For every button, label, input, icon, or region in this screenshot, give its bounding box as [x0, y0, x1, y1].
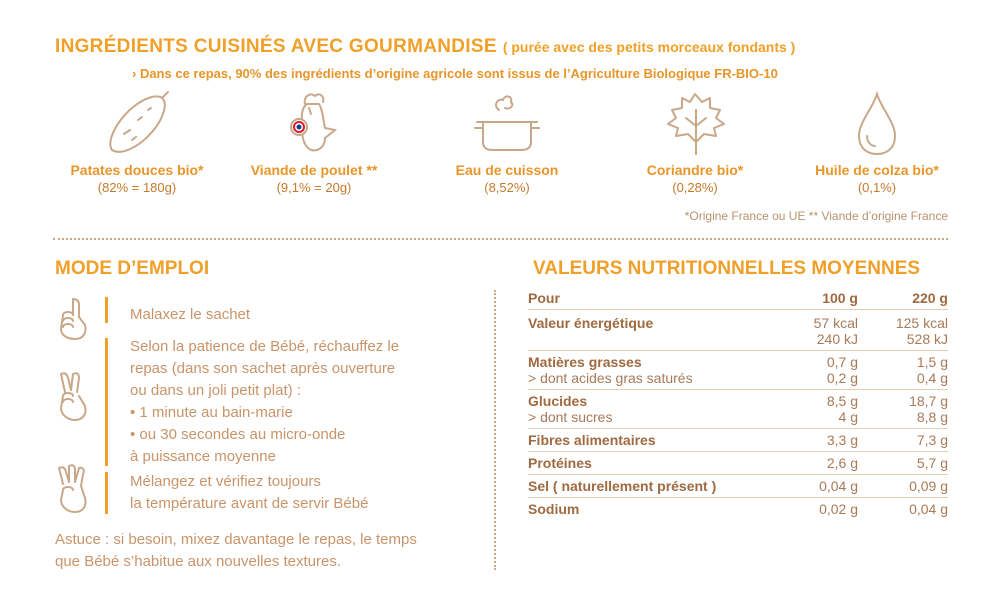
- row-value-100g: 8,5 g: [826, 393, 858, 409]
- step-line: la température avant de servir Bébé: [130, 495, 369, 512]
- step-text: [130, 471, 368, 515]
- table-row: [528, 409, 948, 429]
- step-text: [130, 304, 250, 326]
- ingredient-item: [412, 88, 602, 195]
- ingredient-percent: (0,1%): [857, 180, 897, 195]
- row-value-100g: 240 kJ: [768, 331, 858, 351]
- step-bar: [105, 338, 108, 466]
- row-value-220g: 1,5 g: [916, 354, 948, 370]
- oil-drop-icon: [782, 88, 972, 160]
- step-line: Selon la patience de Bébé, réchauffez le: [130, 338, 400, 355]
- cooking-pot-icon: [412, 88, 602, 160]
- table-row: [528, 390, 948, 410]
- one-finger-hand-icon: [55, 295, 91, 346]
- row-value-100g: 0,2 g: [768, 370, 858, 390]
- coriander-leaf-icon: [600, 88, 790, 160]
- step-line: • 1 minute au bain-marie: [130, 404, 293, 421]
- header-label: Pour: [528, 290, 768, 310]
- origin-note: *Origine France ou UE ** Viande d’origine France: [684, 209, 948, 223]
- table-row: [528, 498, 948, 521]
- table-row: [528, 475, 948, 498]
- step-bar: [105, 297, 108, 323]
- row-value-220g: 8,8 g: [858, 409, 948, 429]
- title-subtitle: ( purée avec des petits morceaux fondants ): [502, 39, 796, 55]
- table-row: [528, 351, 948, 371]
- step-text: [130, 336, 399, 468]
- step-line: ou dans un joli petit plat) :: [130, 382, 301, 399]
- row-label: [528, 331, 768, 351]
- ingredient-item: [42, 88, 232, 195]
- dotted-divider: [53, 238, 948, 240]
- tip-text: [55, 529, 417, 573]
- row-value-220g: 7,3 g: [858, 429, 948, 452]
- step-line: repas (dans son sachet après ouverture: [130, 360, 396, 377]
- row-label: Valeur énergétique: [528, 315, 654, 331]
- table-header-row: [528, 290, 948, 310]
- table-row: [528, 429, 948, 452]
- step-line: Mélangez et vérifiez toujours: [130, 473, 321, 490]
- row-value-100g: 0,7 g: [826, 354, 858, 370]
- row-value-100g: 0,04 g: [768, 475, 858, 498]
- two-fingers-hand-icon: [55, 370, 91, 427]
- ingredient-name: Viande de poulet **: [250, 162, 378, 178]
- ingredients-title: [55, 36, 795, 58]
- step-line: • ou 30 secondes au micro-onde: [130, 426, 346, 443]
- row-value-100g: 4 g: [768, 409, 858, 429]
- step-line: Malaxez le sachet: [130, 306, 251, 323]
- tip-line: que Bébé s’habitue aux nouvelles textures.: [55, 553, 342, 570]
- row-label: Protéines: [528, 452, 768, 475]
- row-label: Sel ( naturellement présent ): [528, 475, 768, 498]
- table-row: [528, 331, 948, 351]
- ingredient-name: Huile de colza bio*: [815, 162, 939, 178]
- ingredient-percent: (9,1% = 20g): [276, 180, 352, 195]
- ingredient-name: Patates douces bio*: [70, 162, 204, 178]
- row-value-100g: 57 kcal: [813, 315, 858, 331]
- row-value-220g: 125 kcal: [895, 315, 948, 331]
- nutrition-table: [528, 290, 948, 520]
- row-label: Glucides: [528, 393, 588, 409]
- row-value-220g: 0,4 g: [858, 370, 948, 390]
- ingredient-item: [219, 88, 409, 195]
- ingredient-item: [600, 88, 790, 195]
- header-col-220g: 220 g: [858, 290, 948, 310]
- row-value-100g: 3,3 g: [768, 429, 858, 452]
- row-label: Sodium: [528, 501, 580, 517]
- row-value-220g: 5,7 g: [858, 452, 948, 475]
- row-label: Fibres alimentaires: [528, 429, 768, 452]
- title-text: INGRÉDIENTS CUISINÉS AVEC GOURMANDISE: [55, 36, 497, 57]
- ingredient-name: Eau de cuisson: [455, 162, 559, 178]
- table-row: [528, 370, 948, 390]
- vertical-dotted-divider: [494, 290, 496, 570]
- ingredients-list: [40, 88, 970, 208]
- header-col-100g: 100 g: [768, 290, 858, 310]
- organic-note: › Dans ce repas, 90% des ingrédients d’origine agricole sont issus de l’Agriculture Biologique FR-BIO-10: [132, 66, 778, 81]
- ingredient-percent: (0,28%): [672, 180, 718, 195]
- ingredient-name: Coriandre bio*: [646, 162, 744, 178]
- row-value-220g: 0,09 g: [858, 475, 948, 498]
- row-label: > dont sucres: [528, 409, 768, 429]
- row-label: Matières grasses: [528, 354, 642, 370]
- table-row: [528, 452, 948, 475]
- table-row: [528, 310, 948, 332]
- ingredient-percent: (8,52%): [484, 180, 530, 195]
- tip-line: Astuce : si besoin, mixez davantage le repas, le temps: [55, 531, 417, 548]
- row-value-100g: 2,6 g: [768, 452, 858, 475]
- three-fingers-hand-icon: [55, 462, 95, 519]
- ingredient-percent: (82% = 180g): [97, 180, 177, 195]
- ingredient-item: [782, 88, 972, 195]
- step-line: à puissance moyenne: [130, 448, 276, 465]
- nutrition-title: VALEURS NUTRITIONNELLES MOYENNES: [533, 258, 921, 279]
- row-value-220g: 0,04 g: [909, 501, 948, 517]
- step-bar: [105, 472, 108, 514]
- row-value-100g: 0,02 g: [819, 501, 858, 517]
- chicken-icon: [219, 88, 409, 160]
- mode-title: MODE D’EMPLOI: [55, 258, 210, 279]
- row-value-220g: 18,7 g: [909, 393, 948, 409]
- row-value-220g: 528 kJ: [858, 331, 948, 351]
- row-label: > dont acides gras saturés: [528, 370, 768, 390]
- sweet-potato-icon: [42, 88, 232, 160]
